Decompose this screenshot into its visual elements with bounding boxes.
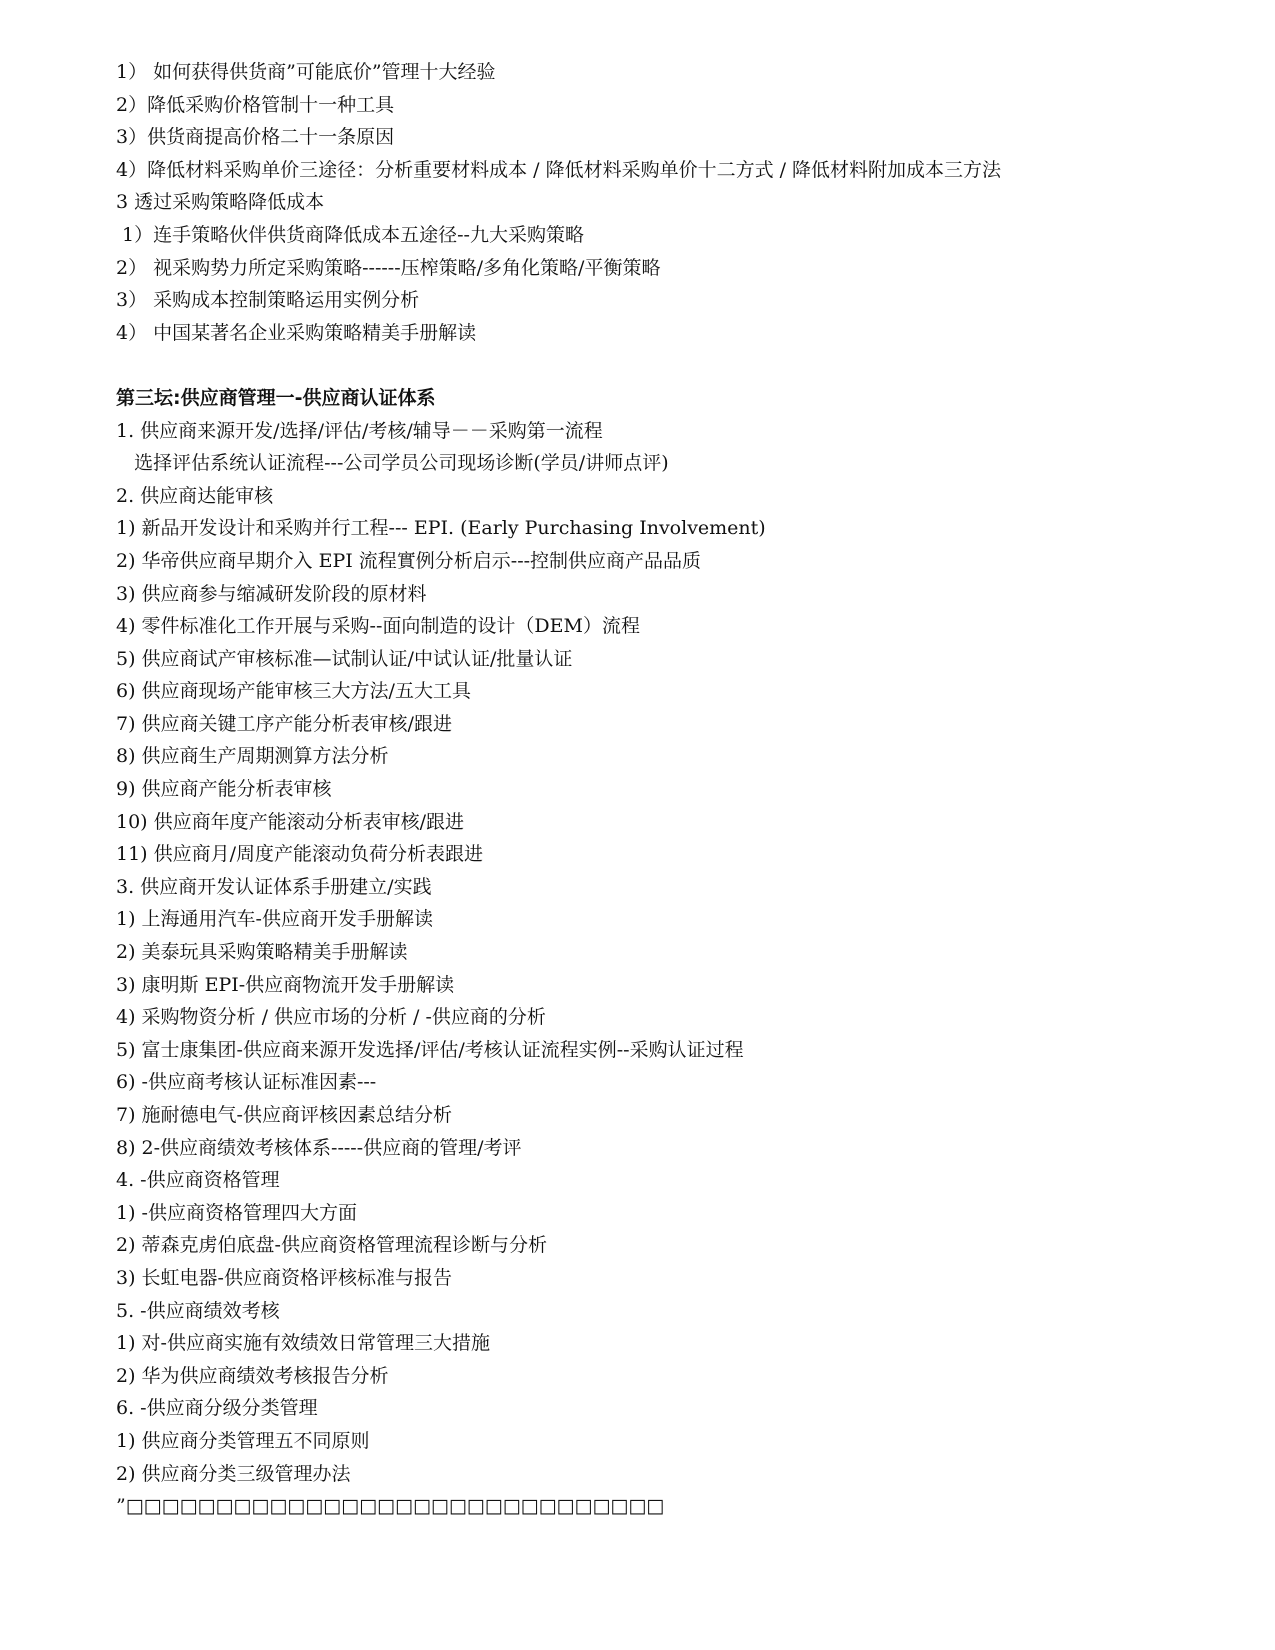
text-line: 选择评估系统认证流程---公司学员公司现场诊断(学员/讲师点评) [116, 452, 669, 475]
text-line: 3 透过采购策略降低成本 [116, 191, 325, 214]
text-line: 2. 供应商达能审核 [116, 484, 274, 507]
section-heading: 第三坛:供应商管理一-供应商认证体系 [116, 386, 436, 409]
text-line: 3. 供应商开发认证体系手册建立/实践 [116, 875, 432, 898]
text-line: 4） 中国某著名企业采购策略精美手册解读 [116, 321, 477, 344]
text-line: 1. 供应商来源开发/选择/评估/考核/辅导－－采购第一流程 [116, 419, 603, 442]
text-line: 2） 视采购势力所定采购策略------压榨策略/多角化策略/平衡策略 [116, 256, 661, 279]
text-line: 1) 上海通用汽车-供应商开发手册解读 [116, 908, 433, 931]
text-line: 3）供货商提高价格二十一条原因 [116, 126, 395, 149]
text-line: 5) 富士康集团-供应商来源开发选择/评估/考核认证流程实例--采购认证过程 [116, 1038, 744, 1061]
text-line: 4）降低材料采购单价三途径：分析重要材料成本 / 降低材料采购单价十二方式 / 降低材料附加成本三方法 [116, 158, 1002, 181]
text-line: 4. -供应商资格管理 [116, 1169, 280, 1192]
text-line: 3) 长虹电器-供应商资格评核标准与报告 [116, 1266, 452, 1289]
text-line: 1) 对-供应商实施有效绩效日常管理三大措施 [116, 1332, 490, 1355]
blank-line [116, 349, 1275, 382]
text-line: 8) 2-供应商绩效考核体系-----供应商的管理/考评 [116, 1136, 522, 1159]
section-top [116, 56, 1275, 349]
text-line: 3) 康明斯 EPI-供应商物流开发手册解读 [116, 973, 455, 996]
text-line: 1) 供应商分类管理五不同原则 [116, 1429, 370, 1452]
text-line: 1) -供应商资格管理四大方面 [116, 1201, 357, 1224]
text-line: 7) 施耐德电气-供应商评核因素总结分析 [116, 1104, 452, 1126]
text-line: 5) 供应商试产审核标准—试制认证/中试认证/批量认证 [116, 647, 573, 670]
text-line: 6. -供应商分级分类管理 [116, 1397, 318, 1420]
text-line: 3) 供应商参与缩减研发阶段的原材料 [116, 582, 427, 605]
text-line: 1) 新品开发设计和采购并行工程--- EPI. (Early Purchasing Involvement) [116, 517, 766, 540]
text-line: 11) 供应商月/周度产能滚动负荷分析表跟进 [116, 843, 484, 866]
text-line: 5. -供应商绩效考核 [116, 1299, 280, 1322]
text-line: 1）连手策略伙伴供货商降低成本五途径--九大采购策略 [116, 223, 584, 246]
text-line: 2) 华帝供应商早期介入 EPI 流程實例分析启示---控制供应商产品品质 [116, 549, 702, 572]
text-line: 3） 采购成本控制策略运用实例分析 [116, 289, 420, 312]
text-line: 2) 华为供应商绩效考核报告分析 [116, 1364, 389, 1387]
text-line: 7) 供应商关键工序产能分析表审核/跟进 [116, 712, 452, 735]
text-line: 10) 供应商年度产能滚动分析表审核/跟进 [116, 810, 465, 833]
text-line: 2) 蒂森克虏伯底盘-供应商资格管理流程诊断与分析 [116, 1234, 547, 1257]
section-three [116, 382, 1275, 1523]
text-line: 8) 供应商生产周期测算方法分析 [116, 745, 389, 768]
text-line: 2）降低采购价格管制十一种工具 [116, 93, 395, 116]
text-line: 4) 零件标准化工作开展与采购--面向制造的设计（DEM）流程 [116, 615, 640, 638]
text-line: 1） 如何获得供货商”可能底价”管理十大经验 [116, 61, 496, 83]
text-line: 2) 美泰玩具采购策略精美手册解读 [116, 941, 408, 964]
text-line: 6) 供应商现场产能审核三大方法/五大工具 [116, 680, 471, 703]
text-line: 9) 供应商产能分析表审核 [116, 778, 332, 801]
text-line: 6) -供应商考核认证标准因素--- [116, 1071, 377, 1094]
text-line: 2) 供应商分类三级管理办法 [116, 1462, 351, 1485]
text-line: 4) 采购物资分析 / 供应市场的分析 / -供应商的分析 [116, 1006, 546, 1029]
placeholder-glyph-line: ”□□□□□□□□□□□□□□□□□□□□□□□□□□□□□□ [116, 1495, 665, 1518]
